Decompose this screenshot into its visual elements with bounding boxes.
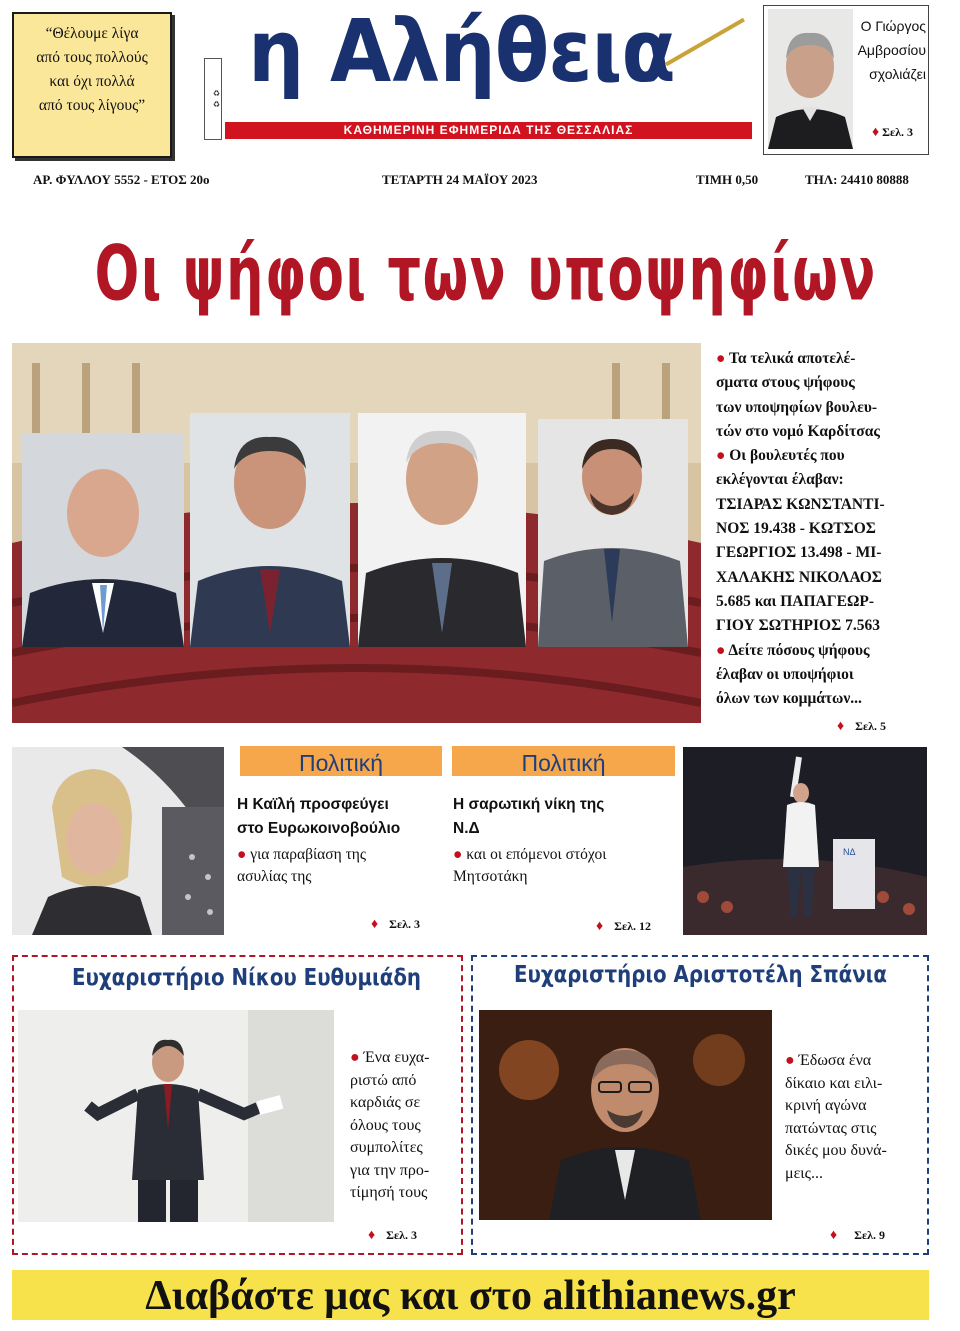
bullet-icon: ● (716, 350, 729, 367)
main-story-line (716, 517, 936, 541)
thanks-line (350, 1137, 460, 1160)
main-story-line (716, 444, 936, 468)
diamond-icon: ♦ (872, 125, 880, 140)
page-label: Σελ. 3 (389, 917, 421, 931)
website-footer[interactable]: Διαβάστε μας και στο alithianews.gr (12, 1270, 929, 1320)
line-text: τών στο νομό Καρδίτσας (716, 422, 880, 440)
line-text: σματα στους ψήφους (716, 374, 855, 392)
bullet-icon: ● (716, 447, 730, 465)
kaili-photo (12, 747, 224, 935)
candidate-photo-1 (22, 433, 184, 647)
motto-box (12, 12, 172, 158)
thanks-2-page-ref[interactable] (830, 1228, 885, 1244)
line-text: κρινή αγώνα (785, 1097, 867, 1114)
columnist-line: σχολιάζει (869, 66, 926, 82)
line-text: καρδιάς σε (350, 1094, 421, 1111)
sub-line: Μητσοτάκη (453, 868, 528, 885)
line-text: μεις... (785, 1164, 823, 1182)
thanks-line (785, 1163, 925, 1186)
main-story-text[interactable] (716, 347, 936, 711)
main-story-line (716, 687, 936, 711)
svg-text:ΝΔ: ΝΔ (843, 847, 856, 857)
line-text: δίκαιο και ειλι- (785, 1074, 883, 1092)
main-story-line (716, 493, 936, 517)
main-story-line (716, 614, 936, 638)
section-ribbon-politics-1: Πολιτική (240, 746, 442, 776)
recycle-icon: ♻ ♻ (204, 58, 222, 140)
main-story-line (716, 663, 936, 687)
columnist-line: Ο Γιώργος (860, 18, 926, 34)
thanks-2-title: Ευχαριστήριο Αριστοτέλη Σπάνια (514, 962, 887, 988)
diamond-icon: ♦ (837, 719, 845, 734)
motto-line: από τους λίγους” (38, 97, 146, 114)
thanks-line (785, 1140, 925, 1163)
sub-line: για παραβίαση της (250, 846, 367, 863)
page-label: Σελ. 3 (882, 125, 914, 139)
issue-number: ΑΡ. ΦΥΛΛΟΥ 5552 - ΕΤΟΣ 20ο (33, 172, 210, 187)
columnist-name (856, 14, 926, 86)
politics-1-page-ref[interactable] (371, 917, 420, 933)
thanks-line (785, 1118, 925, 1141)
main-headline[interactable]: Οι ψήφοι των υποψηφίων (94, 231, 877, 319)
politics-2-subtitle (453, 844, 678, 888)
bullet-icon: ● (785, 1052, 799, 1069)
motto-line: και όχι πολλά (49, 73, 135, 90)
main-story-line (716, 371, 936, 395)
thanks-2-text (785, 1050, 925, 1185)
phone: ΤΗΛ: 24410 80888 (805, 172, 909, 187)
line-text: ΓΙΟΥ ΣΩΤΗΡΙΟΣ 7.563 (716, 617, 880, 635)
line-text: ριστώ από (350, 1071, 417, 1089)
title-line: Ν.Δ (453, 820, 480, 837)
line-text: Δείτε πόσους ψήφους (728, 641, 870, 659)
page-label: Σελ. 12 (614, 919, 652, 933)
main-story-line (716, 396, 936, 420)
thanks-1-page-ref[interactable] (368, 1228, 417, 1244)
price: ΤΙΜΗ 0,50 (696, 172, 759, 187)
line-text: συμπολίτες (350, 1139, 423, 1156)
bullet-icon: ● (453, 846, 467, 863)
line-text: έλαβαν οι υποψήφιοι (716, 665, 854, 683)
bullet-icon: ● (350, 1049, 364, 1066)
politics-2-title[interactable] (453, 793, 678, 841)
line-text: των υποψηφίων βουλευ- (716, 398, 878, 416)
section-ribbon-politics-2: Πολιτική (452, 746, 675, 776)
sub-line: ασυλίας της (237, 868, 312, 885)
thanks-line (785, 1050, 925, 1073)
parliament-collage-photo (12, 343, 701, 723)
line-text: Έδωσα ένα (798, 1052, 872, 1069)
spanias-photo (479, 1010, 772, 1220)
issue-date: ΤΕΤΑΡΤΗ 24 ΜΑΪΟΥ 2023 (382, 172, 538, 187)
mitsotakis-speech-photo (683, 747, 927, 935)
masthead-subtitle: ΚΑΘΗΜΕΡΙΝΗ ΕΦΗΜΕΡΙΔΑ ΤΗΣ ΘΕΣΣΑΛΙΑΣ (225, 122, 752, 139)
thanks-line (350, 1115, 460, 1138)
columnist-line: Αμβροσίου (857, 42, 926, 58)
line-text: ΓΕΩΡΓΙΟΣ 13.498 - ΜΙ- (716, 544, 882, 562)
thanks-line (350, 1160, 460, 1183)
bullet-icon: ● (716, 641, 729, 659)
pen-icon (665, 18, 745, 66)
thanks-1-text (350, 1047, 460, 1205)
thanks-line (785, 1073, 925, 1096)
diamond-icon: ♦ (830, 1228, 838, 1243)
thanks-line (350, 1070, 460, 1093)
main-story-line (716, 639, 936, 663)
thanks-1-title: Ευχαριστήριο Νίκου Ευθυμιάδη (72, 965, 422, 991)
diamond-icon: ♦ (371, 917, 379, 932)
sub-line: και οι επόμενοι στόχοι (466, 846, 607, 863)
line-text: ΤΣΙΑΡΑΣ ΚΩΝΣΤΑΝΤΙ- (716, 495, 885, 513)
line-text: όλους τους (350, 1116, 421, 1134)
politics-2-page-ref[interactable] (596, 919, 651, 935)
columnist-photo (768, 9, 853, 149)
motto-line: από τους πολλούς (36, 49, 148, 66)
line-text: 5.685 και ΠΑΠΑΓΕΩΡ- (716, 592, 874, 610)
line-text: τίμησή τους (350, 1184, 428, 1201)
motto-line: “Θέλουμε λίγα (45, 25, 139, 42)
line-text: ΝΟΣ 19.438 - ΚΩΤΣΟΣ (716, 520, 876, 538)
main-story-line (716, 347, 936, 371)
diamond-icon: ♦ (596, 919, 604, 934)
line-text: πατώντας στις (785, 1119, 877, 1137)
title-line: Η σαρωτική νίκη της (453, 796, 605, 813)
line-text: όλων των κομμάτων... (716, 690, 862, 708)
main-story-line (716, 590, 936, 614)
line-text: Ένα ευχα- (363, 1049, 430, 1066)
line-text: Τα τελικά αποτελέ- (728, 350, 856, 367)
thanks-line (350, 1047, 460, 1070)
thanks-line (785, 1095, 925, 1118)
efthymiadis-photo (18, 1010, 334, 1222)
page-label: Σελ. 5 (855, 719, 887, 733)
columnist-page-ref[interactable] (872, 125, 913, 141)
thanks-line (350, 1092, 460, 1115)
line-text: για την προ- (350, 1161, 430, 1179)
main-story-line (716, 420, 936, 444)
page-label: Σελ. 3 (386, 1228, 418, 1242)
line-text: εκλέγονται έλαβαν: (716, 471, 844, 489)
title-line: στο Ευρωκοινοβούλιο (237, 820, 401, 837)
thanks-line (350, 1182, 460, 1205)
page-label: Σελ. 9 (854, 1228, 886, 1242)
main-story-line (716, 468, 936, 492)
main-story-page-ref[interactable] (837, 719, 886, 735)
line-text: δικές μου δυνά- (785, 1142, 887, 1159)
title-line: Η Καϊλή προσφεύγει (237, 796, 389, 813)
line-text: Οι βουλευτές που (729, 447, 845, 465)
main-story-line (716, 566, 936, 590)
politics-1-title[interactable] (237, 793, 452, 841)
masthead-title[interactable]: η Αλήθεια (248, 2, 675, 102)
politics-1-subtitle (237, 844, 452, 888)
main-story-line (716, 541, 936, 565)
bullet-icon: ● (237, 846, 251, 863)
diamond-icon: ♦ (368, 1228, 376, 1243)
line-text: ΧΑΛΑΚΗΣ ΝΙΚΟΛΑΟΣ (716, 568, 882, 586)
